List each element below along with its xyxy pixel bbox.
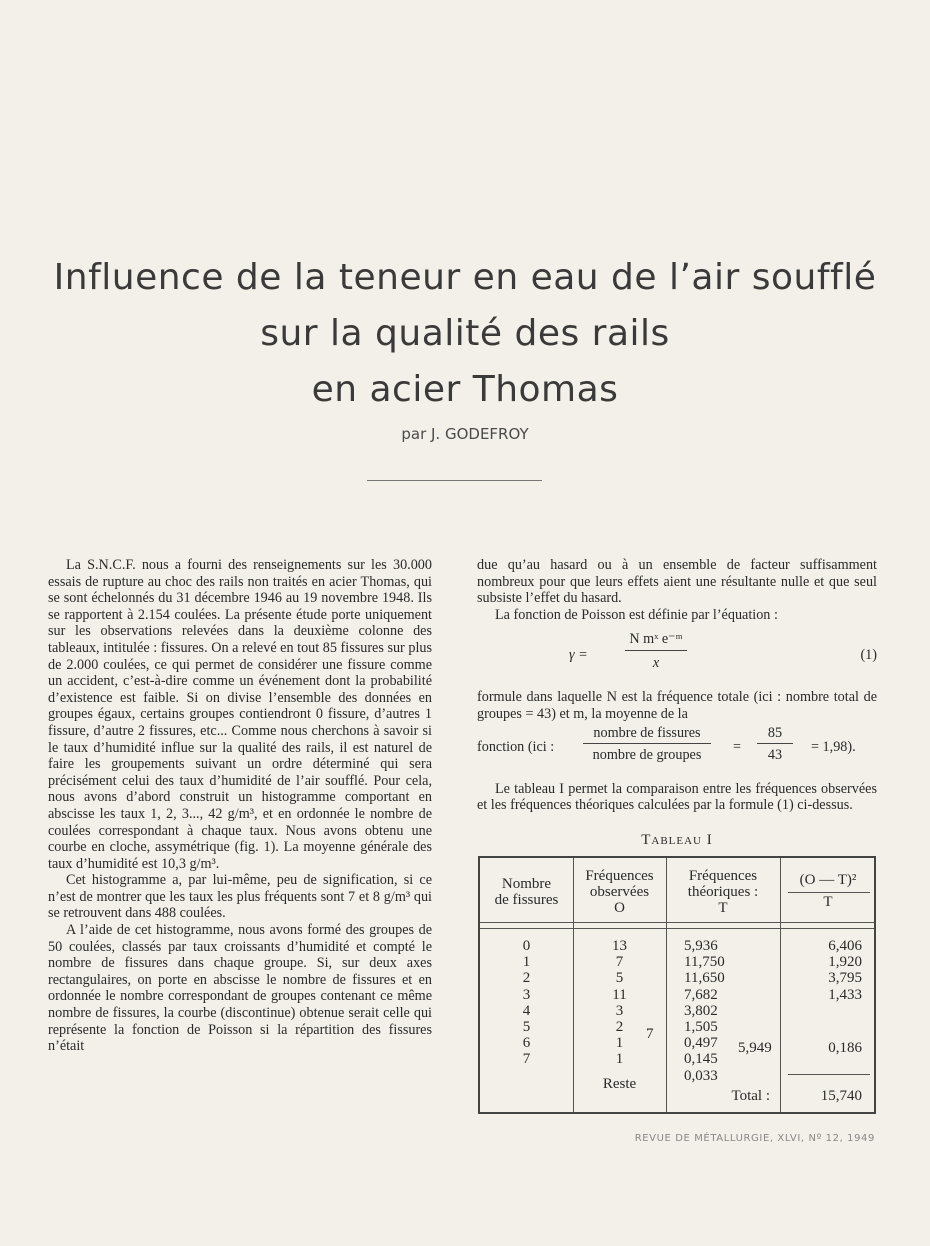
grouped-ecart: 0,186 xyxy=(828,1040,862,1056)
paragraph: Le tableau I permet la comparaison entre les fréquences observées et les fréquences théoriques calculées par la formule (1) ci-dessus. xyxy=(477,780,877,814)
observees-cell: 1 xyxy=(615,1035,624,1052)
theoriques-cell: 0,033 xyxy=(684,1067,718,1084)
theoriques-cell: 5,936 xyxy=(684,938,718,954)
ecart-cell: 1,433 xyxy=(828,986,862,1003)
equation-fraction xyxy=(625,631,687,671)
paragraph: La S.N.C.F. nous a fourni des renseignements sur les 30.000 essais de rupture au choc des rails non traités en acier Thomas, qui se sont échelonnés du 31 décembre 1946 au 19 novembre 1948. Ils se rapportent à 2.154 coulées. La présente étude porte uniquement sur les observations relevées dans la deuxième colonne des tableaux, intitulée : fissures. On a relevé en tout 85 fissures sur plus de 2.000 coulées, ce qui permet de considérer une fissure comme un accident, c’est-à-dire comme un événement dont la probabilité d’existence est faible. Si on divise l’ensemble des données en groupes égaux, certains groupes contiendront 0 fissure, d’autres 1 fissure, d’autre 2 fissures, etc... Comme nous cherchons à savoir si le taux d’humidité influe sur la qualité des rails, il est naturel de faire les groupements suivant un ordre déterminé qui sera précisément celui des taux d’humidité de l’air soufflé. Pour cela, nous avons d’abord construit un histogramme comportant en abscisse les taux 1, 2, 3..., 42 g/m³, et en ordonnée le nombre de coulées correspondant à chaque taux. Nous avons obtenu une courbe en cloche, assymétrique (fig. 1). La moyenne générale des taux d’humidité est 10,3 g/m³. xyxy=(48,557,432,872)
equation-numerator: N mˣ e⁻ᵐ xyxy=(625,631,687,651)
fraction-numerator: 85 xyxy=(757,725,793,745)
fraction-denominator: 43 xyxy=(767,747,783,764)
header-theoriques: Fréquences théoriques : T xyxy=(687,868,759,916)
equation-lhs: γ = xyxy=(569,647,588,664)
header-ecart-bottom: T xyxy=(823,894,833,910)
header-nombre: Nombre de fissures xyxy=(494,876,559,908)
paragraph: formule dans laquelle N est la fréquence totale (ici : nombre total de groupes = 43) et m, la moyenne de la xyxy=(477,689,877,722)
equation-mean xyxy=(477,725,877,771)
grouped-observees: 7 xyxy=(646,1026,654,1042)
fraction-numerator: nombre de fissures xyxy=(583,725,711,745)
nombre-cell: 0 xyxy=(522,938,531,954)
title-line-3: en acier Thomas xyxy=(311,369,619,410)
table-1 xyxy=(478,856,876,1114)
nombre-cell: 3 xyxy=(522,986,531,1003)
nombre-cell: 5 xyxy=(522,1019,531,1036)
paragraph: due qu’au hasard ou à un ensemble de facteur suffisamment nombreux pour que leurs effets aient une résultante nulle et que seul subsiste l’effet du hasard. xyxy=(477,557,877,607)
equation-denominator: x xyxy=(652,654,660,671)
header-divider-double xyxy=(480,928,874,929)
header-ecart-top: (O — T)² xyxy=(799,872,857,888)
theoriques-cell: 3,802 xyxy=(684,1002,718,1019)
nombre-cell: 1 xyxy=(522,954,531,971)
column-observees xyxy=(573,938,666,1068)
equation-result: = 1,98). xyxy=(811,738,856,755)
observees-cell: 3 xyxy=(615,1002,624,1019)
paragraph: Cet histogramme a, par lui-même, peu de signification, si ce n’est de montrer que les taux les plus fréquents sont 7 et 8 g/m³ qui se retrouvent dans 488 coulées. xyxy=(48,872,432,922)
total-rule xyxy=(788,1074,870,1075)
theoriques-cell: 11,750 xyxy=(684,954,725,971)
column-ecart xyxy=(780,938,862,1003)
table-caption: Tableau I xyxy=(641,832,713,848)
observees-cell: 11 xyxy=(612,986,627,1003)
observees-cell: 1 xyxy=(615,1051,624,1068)
paragraph: La fonction de Poisson est définie par l’équation : xyxy=(495,606,778,623)
equation-poisson xyxy=(477,629,877,685)
nombre-cell: 4 xyxy=(522,1002,531,1019)
theoriques-cell: 1,505 xyxy=(684,1019,718,1036)
journal-footer: REVUE DE MÉTALLURGIE, XLVI, Nº 12, 1949 xyxy=(634,1133,875,1144)
observees-cell: 2 xyxy=(615,1019,624,1036)
equals-sign: = xyxy=(733,738,742,755)
paragraph: A l’aide de cet histogramme, nous avons formé des groupes de 50 coulées, classés par taux croissants d’humidité et compté le nombre de fissures dans chaque groupe. Si, sur deux axes rectangulaires, on porte en abscisse le nombre de fissures et en ordonnée le nombre correspondant de groupes contenant ce même nombre de fissures, la courbe (discontinue) obtenue serait celle qui représente la fonction de Poisson si la répartition des fissures n’était xyxy=(48,922,432,1055)
author-byline: par J. GODEFROY xyxy=(401,425,529,443)
observees-cell: 5 xyxy=(615,970,624,987)
reste-label: Reste xyxy=(602,1076,637,1092)
article-title xyxy=(0,250,930,418)
nombre-cell: 7 xyxy=(522,1051,531,1068)
equation-prefix: fonction (ici : xyxy=(477,738,555,755)
equation-number: (1) xyxy=(860,647,877,664)
fraction-denominator: nombre de groupes xyxy=(592,747,702,764)
nombre-cell: 6 xyxy=(522,1035,531,1052)
title-line-1: Influence de la teneur en eau de l’air soufflé xyxy=(53,257,877,298)
nombre-cell: 2 xyxy=(522,970,531,987)
theoriques-cell: 7,682 xyxy=(684,986,718,1003)
ecart-cell: 6,406 xyxy=(828,938,862,954)
total-label: Total : xyxy=(731,1088,770,1104)
ecart-cell: 3,795 xyxy=(828,970,862,987)
ecart-cell: 1,920 xyxy=(828,954,862,971)
title-divider xyxy=(367,480,542,481)
header-observees: Fréquences observées O xyxy=(585,868,654,916)
header-divider xyxy=(480,922,874,923)
left-column xyxy=(48,557,432,1055)
theoriques-cell: 11,650 xyxy=(684,970,725,987)
title-line-2: sur la qualité des rails xyxy=(260,313,670,354)
fraction-fissures-groupes xyxy=(583,725,711,764)
grouped-theoriques: 5,949 xyxy=(738,1040,772,1056)
theoriques-cell: 0,497 xyxy=(684,1035,718,1052)
observees-cell: 13 xyxy=(612,938,627,954)
column-nombre xyxy=(480,938,573,1068)
column-theoriques xyxy=(684,938,780,1084)
theoriques-cell: 0,145 xyxy=(684,1051,718,1068)
fraction-85-43 xyxy=(757,725,793,764)
total-value: 15,740 xyxy=(820,1088,862,1104)
fraction-bar xyxy=(788,892,870,893)
observees-cell: 7 xyxy=(615,954,624,971)
right-column xyxy=(477,557,877,814)
